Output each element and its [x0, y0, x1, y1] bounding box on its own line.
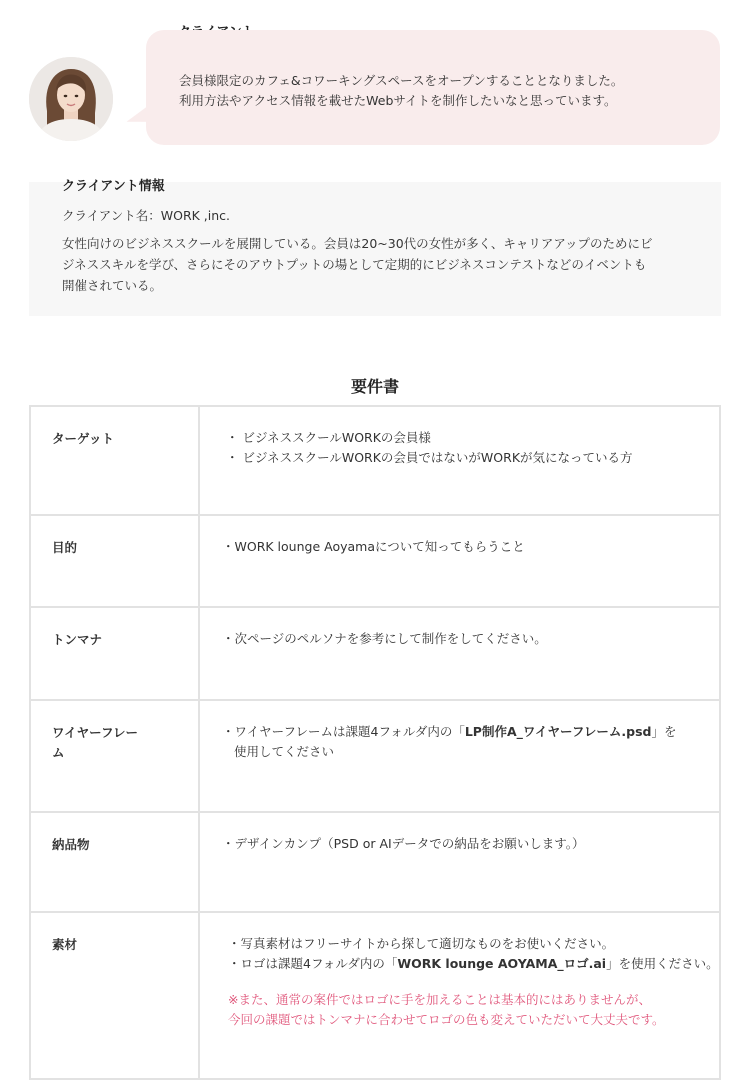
row-content-tone [199, 607, 720, 700]
wireframe-prefix: ・ワイヤーフレームは課題4フォルダ内の「 [222, 724, 465, 739]
client-message [179, 71, 709, 111]
row-content-deliverable [199, 812, 720, 912]
client-avatar-illustration [29, 57, 113, 141]
materials-note-line: ※また、通常の案件ではロゴに手を加えることは基本的にはありませんが、 [228, 992, 651, 1007]
client-info-box [29, 182, 721, 316]
client-name-line: クライアント名：WORK ,inc. [62, 208, 231, 223]
client-description-line: 女性向けのビジネススクールを展開している。会員は20~30代の女性が多く、キャリアアップのためにビ [62, 236, 653, 251]
client-message-section [0, 0, 750, 160]
materials-logo-line [228, 954, 719, 974]
table-row-wireframe [30, 700, 720, 812]
materials-note-line: 今回の課題ではトンマナに合わせてロゴの色も変えていただいて大丈夫です。 [228, 1012, 665, 1027]
wireframe-label-line: ワイヤーフレー [52, 725, 139, 740]
table-row-tone [30, 607, 720, 700]
target-item: ・ ビジネススクールWORKの会員ではないがWORKが気になっている方 [226, 450, 633, 465]
wireframe-label-line: ム [52, 745, 65, 760]
client-description [62, 233, 702, 296]
client-message-line: 利用方法やアクセス情報を載せたWebサイトを制作したいなと思っています。 [179, 93, 617, 108]
table-row-materials [30, 912, 720, 1079]
wireframe-text-line2: 使用してください [234, 744, 335, 759]
row-label-wireframe [30, 700, 199, 812]
table-row-goal [30, 515, 720, 607]
materials-logo-file-name: WORK lounge AOYAMA_ロゴ.ai [397, 956, 607, 971]
client-description-line: ジネススキルを学び、さらにそのアウトプットの場として定期的にビジネスコンテストなどのイベントも [62, 257, 647, 272]
row-content-materials [199, 912, 720, 1079]
wireframe-file-name: LP制作A_ワイヤーフレーム.psd [464, 724, 652, 739]
target-item: ・ ビジネススクールWORKの会員様 [226, 430, 431, 445]
row-content-wireframe [199, 700, 720, 812]
client-message-line: 会員様限定のカフェ&コワーキングスペースをオープンすることとなりました。 [179, 73, 624, 88]
row-content-target [199, 406, 720, 515]
materials-logo-suffix: 」を使用ください。 [606, 956, 719, 971]
row-label-materials: 素材 [30, 912, 199, 1079]
requirements-table [29, 405, 721, 1080]
materials-photo-line: ・写真素材はフリーサイトから探して適切なものをお使いください。 [228, 936, 615, 951]
row-label-deliverable: 納品物 [30, 812, 199, 912]
client-description-line: 開催されている。 [62, 278, 163, 293]
materials-logo-prefix: ・ロゴは課題4フォルダ内の「 [228, 956, 398, 971]
row-content-goal [199, 515, 720, 607]
goal-text: ・WORK lounge Aoyamaについて知ってもらうこと [222, 539, 525, 554]
materials-note [228, 990, 719, 1030]
client-avatar [29, 57, 113, 141]
row-label-goal: 目的 [30, 515, 199, 607]
wireframe-suffix: 」を [651, 724, 677, 739]
deliverable-text: ・デザインカンプ（PSD or AIデータでの納品をお願いします。） [222, 836, 585, 851]
table-row-deliverable [30, 812, 720, 912]
speech-bubble [146, 30, 720, 145]
requirements-heading: 要件書 [350, 377, 399, 396]
row-label-tone: トンマナ [30, 607, 199, 700]
client-info-title: クライアント情報 [62, 179, 165, 194]
wireframe-text [222, 722, 719, 742]
tone-text: ・次ページのペルソナを参考にして制作をしてください。 [222, 631, 547, 646]
row-label-target: ターゲット [30, 406, 199, 515]
table-row-target [30, 406, 720, 515]
